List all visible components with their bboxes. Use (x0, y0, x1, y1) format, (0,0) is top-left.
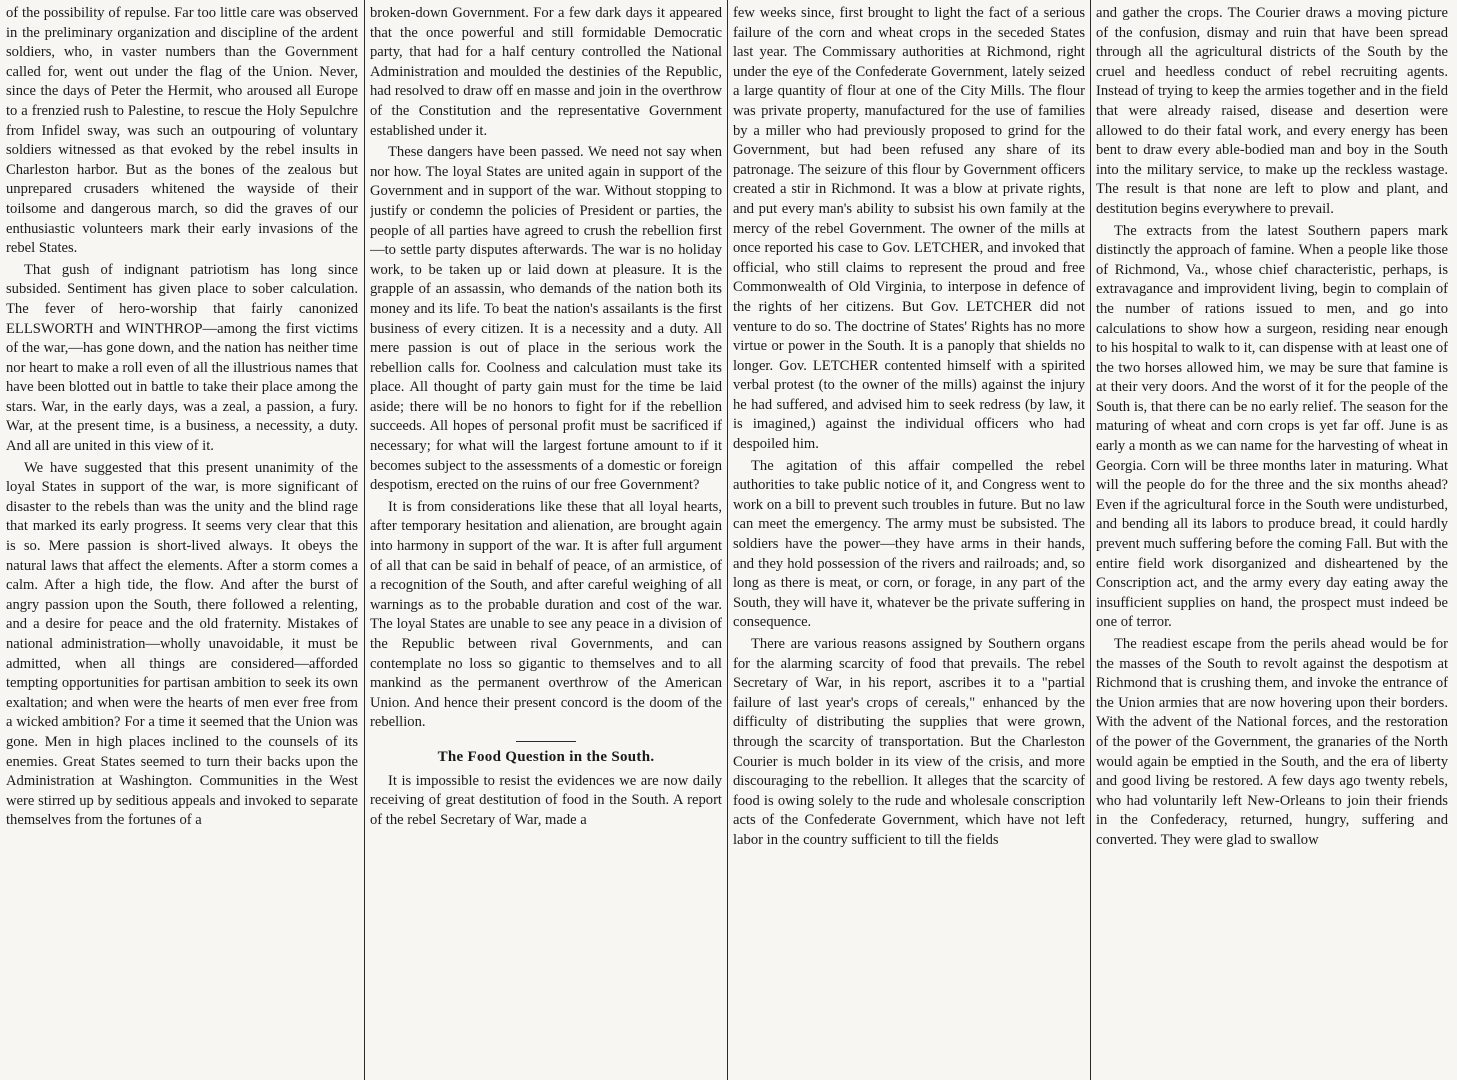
paragraph: The readiest escape from the perils ahead would be for the masses of the South to revolt against the despotism at Richmond that is crushing them, and invoke the entrance of the Union armies that are now hovering upon their borders. With the advent of the National forces, and the restoration of the power of the Government, the granaries of the North would again be emptied in the South, and the era of liberty and good living be restored. A few days ago twenty rebels, who had voluntarily left New-Orleans to join their friends in the Confederacy, returned, hungry, suffering and converted. They were glad to swallow (1096, 636, 1448, 848)
paragraph: That gush of indignant patriotism has long since subsided. Sentiment has given place to sober calculation. The fever of hero-worship that fairly canonized ELLSWORTH and WINTHROP—among the first victims of the war,—has gone down, and the nation has neither time nor heart to make a roll even of all the illustrious names that have been blotted out in battle to take their place among the stars. War, in the early days, was a zeal, a passion, a fury. War, at the present time, is a business, a necessity, a duty. And all are united in this view of it. (6, 261, 358, 455)
column-2 (370, 4, 722, 1080)
paragraph: of the possibility of repulse. Far too little care was observed in the preliminary organization and discipline of the ardent soldiers, who, in vaster numbers than the Government called for, went out under the flag of the Union. Never, since the days of Peter the Hermit, who aroused all Europe to a frenzied rush to Palestine, to rescue the Holy Sepulchre from Infidel sway, was such an outpouring of voluntary soldiers witnessed as that evoked by the rebel insults in Charleston harbor. But as the bones of the zealous but unprepared crusaders whitened the wayside of their toilsome and dangerous march, so did the graves of our enthusiastic volunteers mark their early invasions of the rebel States. (6, 5, 358, 257)
paragraph: We have suggested that this present unanimity of the loyal States in support of the war, is more significant of disaster to the rebels than was the unity and the blind rage that marked its early progress. It seems very clear that this is so. Mere passion is short-lived always. It obeys the natural laws that affect the elements. After a storm comes a calm. After a high tide, the flow. And after the burst of angry passion upon the South, there followed a relenting, and a desire for peace and the old fraternity. Mistakes of national administration—wholly unavoidable, it must be admitted, when all things are considered—afforded tempting opportunities for partisan ambition to seek its own exaltation; and when were the hearts of men ever free from a wicked ambition? For a time it seemed that the Union was gone. Men in high places inclined to the counsels of its enemies. Great States seemed to turn their backs upon the Administration at Washington. Communities in the West were stirred up by seditious appeals and invoked to separate themselves from the fortunes of a (6, 459, 358, 829)
column-rule (364, 0, 365, 1080)
paragraph: It is from considerations like these that all loyal hearts, after temporary hesitation and alienation, are brought again into harmony in support of the war. It is after full argument of all that can be said in behalf of peace, of an armistice, of a recognition of the South, and after careful weighing of all warnings as to the probable duration and cost of the war. The loyal States are unable to see any peace in a division of the Republic between rival Governments, and can contemplate no loss so gigantic to themselves and to all mankind as the permanent overthrow of the American Union. And hence their present concord is the doom of the rebellion. (370, 498, 722, 731)
paragraph: There are various reasons assigned by Southern organs for the alarming scarcity of food that prevails. The rebel Secretary of War, in his report, ascribes it to a "partial failure of last year's crops of cereals," enhanced by the difficulty of distributing the supplies that were grown, through the scarcity of transportation. But the Charleston Courier is much bolder in its view of the crisis, and more discouraging to the rebellion. It alleges that the scarcity of food is owing solely to the rude and wholesale conscription acts of the Confederate Government, which have not left labor in the country sufficient to till the fields (733, 636, 1085, 848)
section-divider (516, 741, 576, 742)
paragraph: These dangers have been passed. We need not say when nor how. The loyal States are united again in support of the Government and in support of the war. Without stopping to justify or condemn the policies of President or parties, the people of all parties have agreed to crush the rebellion first—to settle party disputes afterwards. The war is no holiday work, to be taken up or laid down at pleasure. It is the grapple of an assassin, who demands of the nation both its money and its life. To beat the nation's assailants is the first business of every citizen. It is a necessity and a duty. All mere passion is out of place in the serious work the rebellion calls for. Coolness and calculation must take its place. All thought of party gain must for the time be laid aside; there will be no honors to fight for if the rebellion succeeds. All hopes of personal profit must be sacrificed if necessary; for what will the largest fortune amount to if it becomes subject to the assessments of a domestic or foreign despotism, erected on the ruins of our free Government? (370, 144, 722, 494)
column-3 (733, 4, 1085, 1080)
paragraph: and gather the crops. The Courier draws a moving picture of the confusion, dismay and ruin that have been spread through all the agricultural districts of the South by the cruel and heedless conduct of rebel recruiting agents. Instead of trying to keep the armies together and in the field that were already raised, disease and desertion were allowed to do their fatal work, and every energy has been bent to draw every able-bodied man and boy in the South into the military service, to make up the reckless wastage. The result is that none are left to plow and plant, and destitution begins everywhere to prevail. (1096, 5, 1448, 217)
paragraph: The agitation of this affair compelled the rebel authorities to take public notice of it, and Congress went to work on a bill to prevent such troubles in future. But no law can meet the emergency. The army must be subsisted. The soldiers have the power—they have arms in their hands, and they hold possession of the rivers and railroads; and, so long as there is meat, or corn, or forage, in any part of the South, they will have it, whatever be the private suffering in consequence. (733, 457, 1085, 631)
column-rule (1090, 0, 1091, 1080)
column-4 (1096, 4, 1448, 1080)
article-heading: The Food Question in the South. (437, 748, 655, 765)
paragraph: broken-down Government. For a few dark days it appeared that the once powerful and still formidable Democratic party, that had for a half century controlled the National Administration and moulded the destinies of the Republic, had resolved to draw off en masse and join in the overthrow of the Constitution and the representative Government established under it. (370, 5, 722, 139)
column-rule (727, 0, 728, 1080)
column-1 (6, 4, 358, 1080)
paragraph: The extracts from the latest Southern papers mark distinctly the approach of famine. When a people like those of Richmond, Va., whose chief characteristic, perhaps, is extravagance and improvident living, begin to complain of the number of rations issued to men, and go into calculations to show how a surgeon, residing near enough to his hospital to walk to it, can dispense with at least one of the two horses allowed him, we may be sure that famine is at their very doors. And the worst of it for the people of the South is, that there can be no early relief. The season for the maturing of wheat and corn crops is yet far off. June is as early a month as we can name for the harvesting of wheat in Georgia. Corn will be three months later in maturing. What will the people do for the three and the six months ahead? Even if the agricultural force in the South were undisturbed, and bending all its labors to produce bread, it could hardly prevent much suffering before the coming Fall. But with the entire field work disorganized and disheartened by the Conscription act, and the army every day eating away the insufficient supplies on hand, the prospect must indeed be one of terror. (1096, 222, 1448, 631)
paragraph: It is impossible to resist the evidences we are now daily receiving of great destitution of food in the South. A report of the rebel Secretary of War, made a (370, 772, 722, 828)
paragraph: few weeks since, first brought to light the fact of a serious failure of the corn and wheat crops in the seceded States last year. The Commissary authorities at Richmond, right under the eye of the Confederate Government, lately seized a large quantity of flour at one of the City Mills. The flour was private property, manufactured for the use of families by a miller who had previously proposed to grind for the Government, but had been refused any share of its patronage. The seizure of this flour by Government officers created a stir in Richmond. It was a blow at private rights, and put every man's ability to subsist his own family at the mercy of the rebel Government. The owner of the mills at once reported his case to Gov. LETCHER, and invoked that official, who still claims to represent the proud and free Commonwealth of Old Virginia, to interpose in defence of the rights of her citizens. But Gov. LETCHER did not venture to do so. The doctrine of States' Rights has no more virtue or power in the South. It is a panoply that shields no longer. Gov. LETCHER contented himself with a spirited verbal protest (to the owner of the mills) against the injury he had suffered, and advised him to seek redress (by law, it is imagined,) against the individual officers who had despoiled him. (733, 5, 1085, 453)
